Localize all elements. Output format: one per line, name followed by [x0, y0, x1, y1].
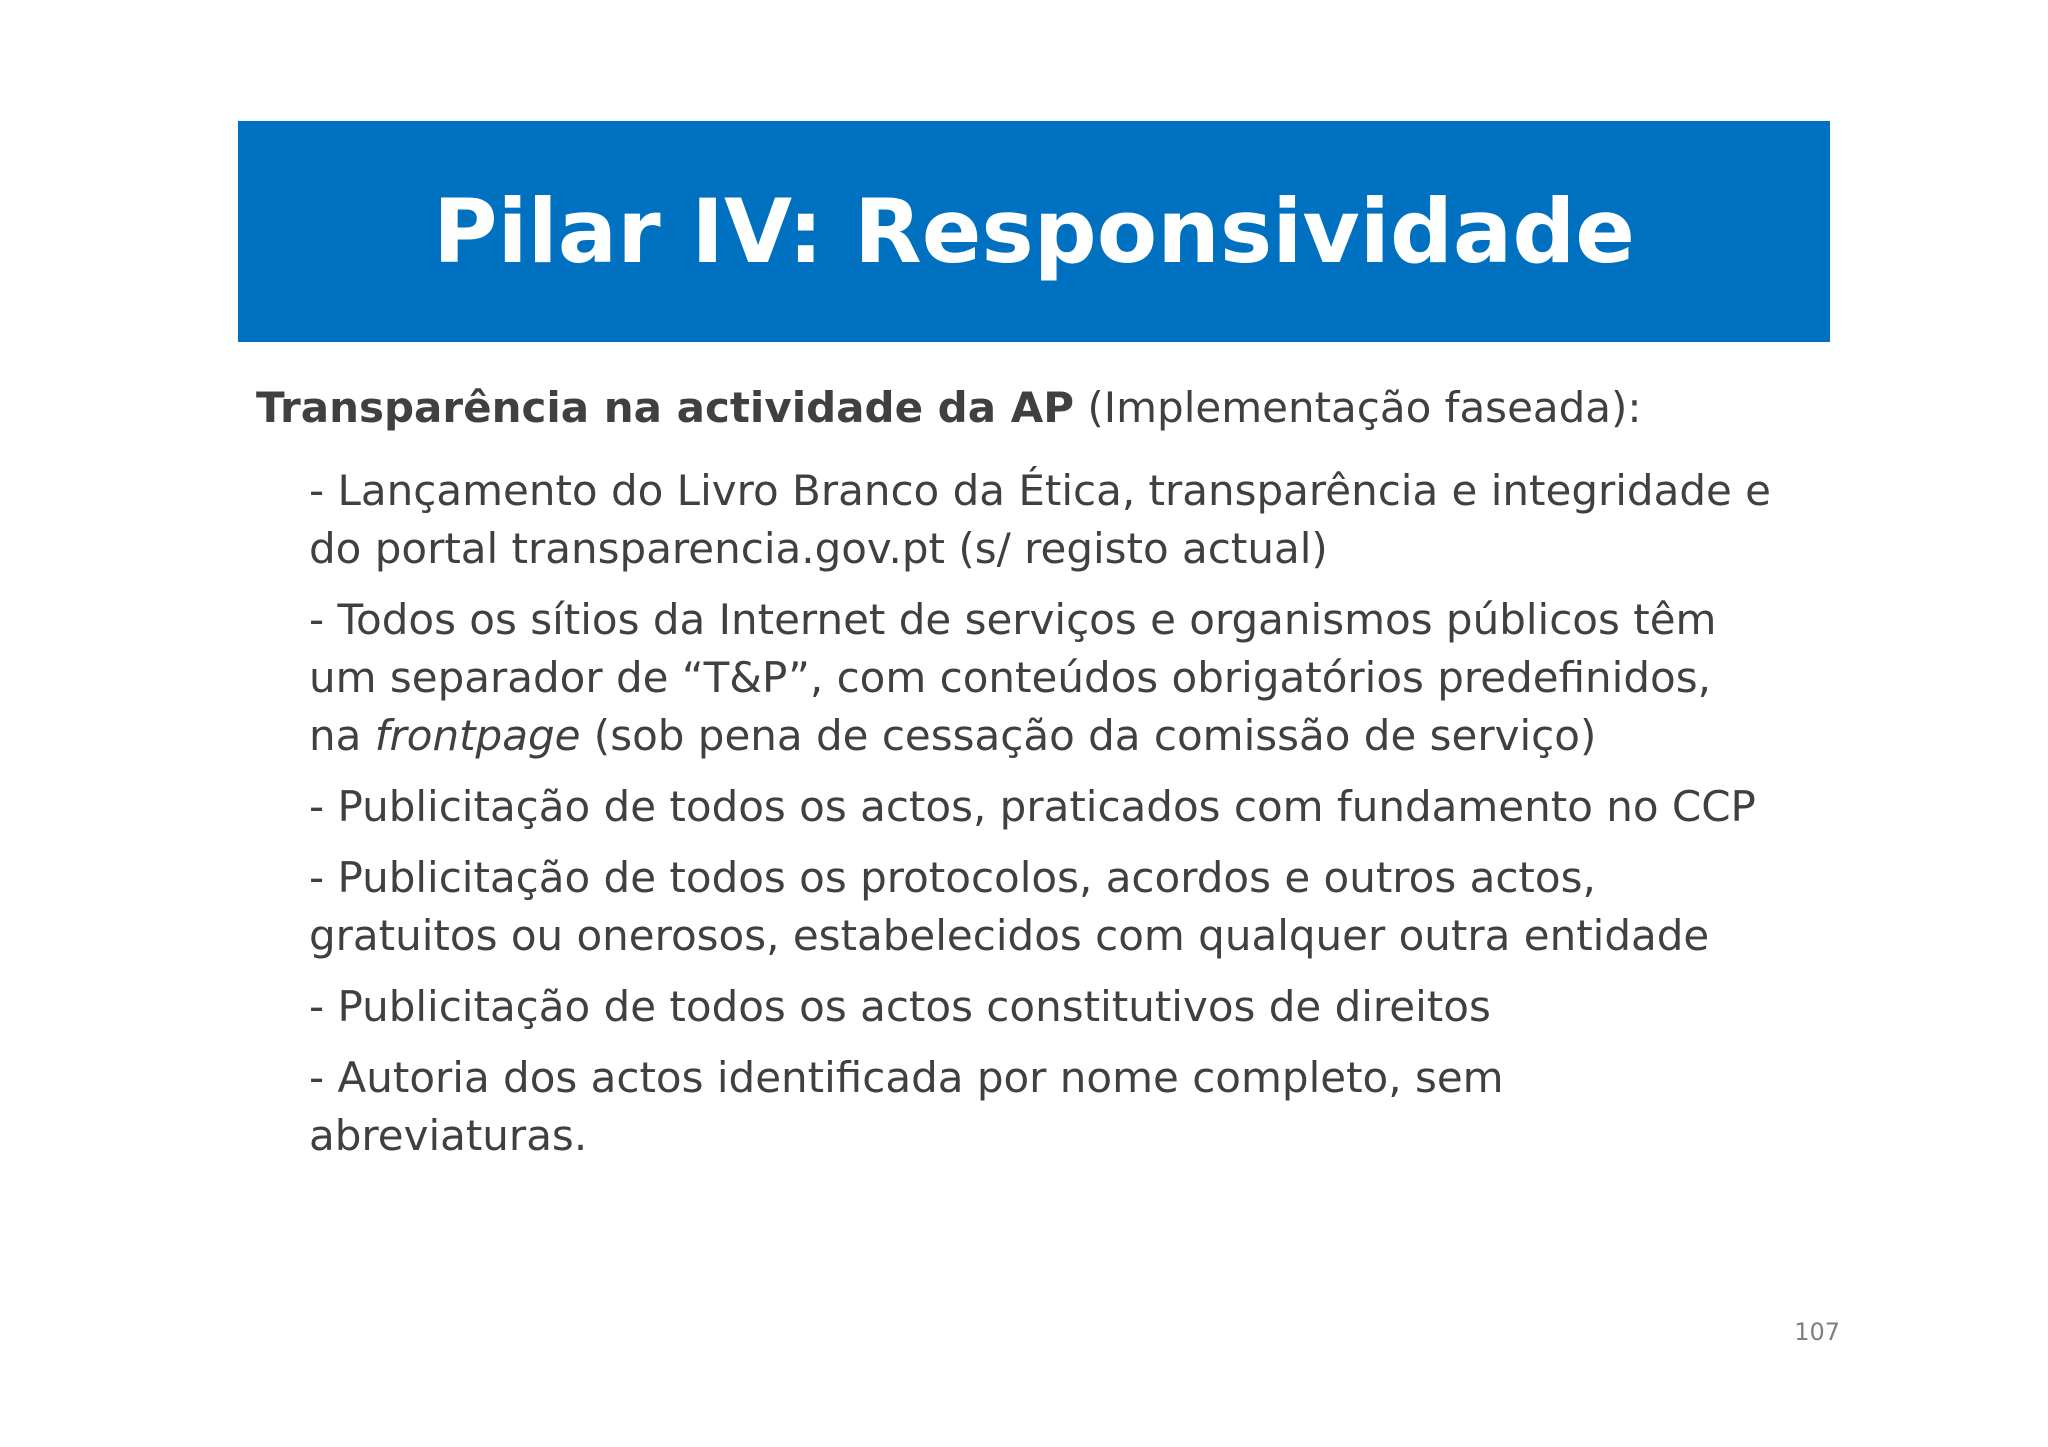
list-item: [309, 462, 1839, 578]
list-item-line-suffix: (sob pena de cessação da comissão de serviço): [580, 711, 1597, 760]
list-item-line: - Publicitação de todos os actos constitutivos de direitos: [309, 982, 1491, 1031]
list-item-line: - Todos os sítios da Internet de serviços e organismos públicos têm: [309, 595, 1717, 644]
list-item: [309, 591, 1839, 765]
section-heading-normal: (Implementação faseada):: [1074, 383, 1642, 432]
list-item-line: um separador de “T&P”, com conteúdos obrigatórios predefinidos,: [309, 653, 1711, 702]
list-item-line: - Lançamento do Livro Branco da Ética, transparência e integridade e: [309, 466, 1772, 515]
list-item: [309, 978, 1839, 1036]
list-item: [309, 849, 1839, 965]
bullet-list: [256, 462, 1836, 1165]
list-item-line: abreviaturas.: [309, 1111, 588, 1160]
list-item-line: do portal transparencia.gov.pt (s/ registo actual): [309, 524, 1328, 573]
title-banner: [238, 121, 1830, 342]
list-item-line: - Publicitação de todos os protocolos, acordos e outros actos,: [309, 853, 1596, 902]
page-number: 107: [1794, 1318, 1840, 1346]
list-item-line-prefix: na: [309, 711, 375, 760]
slide-content: [256, 380, 1836, 1178]
list-item: [309, 1049, 1839, 1165]
slide-title: Pilar IV: Responsividade: [432, 180, 1635, 283]
section-heading-bold: Transparência na actividade da AP: [256, 383, 1074, 432]
list-item-italic-term: frontpage: [374, 711, 581, 760]
list-item-line: - Publicitação de todos os actos, praticados com fundamento no CCP: [309, 782, 1756, 831]
section-heading: [256, 380, 1836, 436]
list-item-line: - Autoria dos actos identificada por nome completo, sem: [309, 1053, 1504, 1102]
list-item: [309, 778, 1839, 836]
list-item-line: [309, 707, 1839, 765]
list-item-line: gratuitos ou onerosos, estabelecidos com qualquer outra entidade: [309, 911, 1710, 960]
